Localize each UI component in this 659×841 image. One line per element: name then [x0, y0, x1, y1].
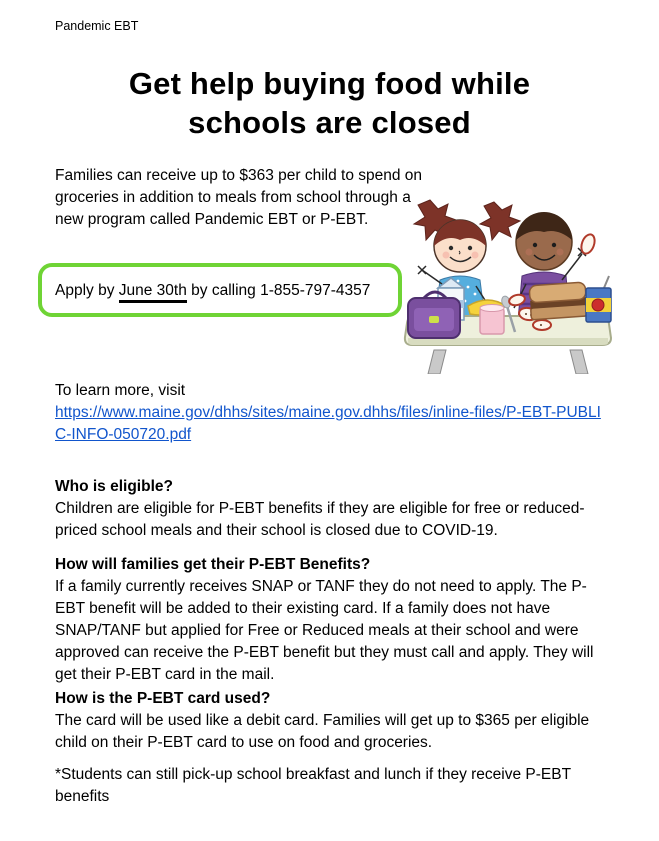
- section-body: The card will be used like a debit card. Families will get up to $365 per eligible child on their P-EBT card to use on food and groceries.: [55, 712, 590, 751]
- apply-phone-number: 1-855-797-4357: [260, 282, 371, 299]
- section-how-card-used: [55, 688, 605, 754]
- sandwich: [529, 282, 587, 320]
- section-how-families-get-benefits: [55, 554, 605, 686]
- apply-middle: by calling: [186, 282, 261, 299]
- page-title: [0, 64, 659, 142]
- pdf-link[interactable]: https://www.maine.gov/dhhs/sites/maine.gov.dhhs/files/inline-files/P-EBT-PUBLIC-INFO-050720.pdf: [55, 404, 601, 443]
- apply-deadline: June 30th: [119, 282, 187, 303]
- apply-prefix: Apply by: [55, 282, 119, 299]
- section-who-is-eligible: [55, 476, 605, 542]
- yogurt-cup: [480, 305, 504, 335]
- section-heading: How will families get their P-EBT Benefits?: [55, 556, 371, 573]
- title-line-2: schools are closed: [188, 105, 471, 140]
- title-line-1: Get help buying food while: [128, 66, 531, 101]
- doc-label: Pandemic EBT: [55, 19, 139, 33]
- section-body: If a family currently receives SNAP or TANF they do not need to apply. The P-EBT benefit will be added to their existing card. If a family does not have SNAP/TANF but applied for Free or Reduced meals at their school and were approved can receive the P-EBT benefit but they must call and apply. They will get their P-EBT card in the mail.: [55, 578, 594, 683]
- learn-more-block: [55, 380, 603, 446]
- footnote: *Students can still pick-up school breakfast and lunch if they receive P-EBT benefits: [55, 766, 571, 805]
- learn-more-label: To learn more, visit: [55, 382, 186, 399]
- apply-deadline-box: [38, 263, 402, 317]
- intro-paragraph: Families can receive up to $363 per child to spend on groceries in addition to meals from school through a new program called Pandemic EBT or P-EBT.: [55, 167, 423, 228]
- juice-box: [586, 276, 611, 322]
- section-body: Children are eligible for P-EBT benefits if they are eligible for free or reduced-priced school meals and their school is closed due to COVID-19.: [55, 500, 585, 539]
- kids-lunch-illustration: [402, 188, 614, 374]
- lunchbox: [408, 292, 460, 338]
- section-heading: How is the P-EBT card used?: [55, 690, 271, 707]
- section-heading: Who is eligible?: [55, 478, 173, 495]
